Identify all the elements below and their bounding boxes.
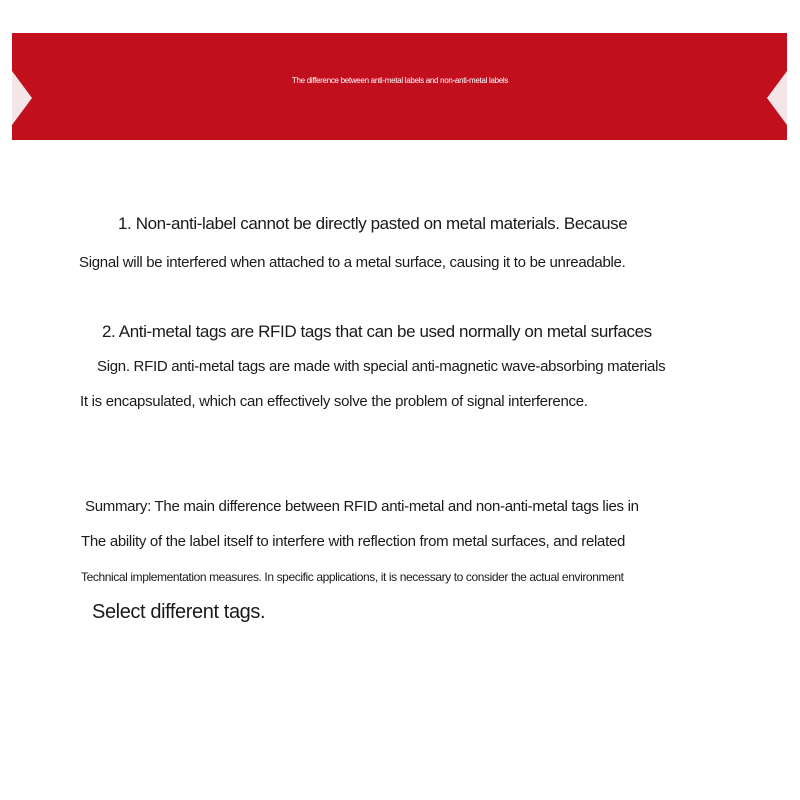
point2-line2: Sign. RFID anti-metal tags are made with special anti-magnetic wave-absorbing materials [97,358,666,375]
summary-line3: Technical implementation measures. In specific applications, it is necessary to consider the actual environment [81,570,624,584]
point1-line1: 1. Non-anti-label cannot be directly pasted on metal materials. Because [118,214,628,233]
summary-line2: The ability of the label itself to interfere with reflection from metal surfaces, and related [81,533,626,550]
summary-line4: Select different tags. [92,601,266,623]
point2-line1: 2. Anti-metal tags are RFID tags that can be used normally on metal surfaces [102,322,652,341]
point2-line3: It is encapsulated, which can effectively solve the problem of signal interference. [80,393,588,410]
summary-line1: Summary: The main difference between RFID anti-metal and non-anti-metal tags lies in [85,498,639,515]
point1-line2: Signal will be interfered when attached to a metal surface, causing it to be unreadable. [79,254,626,271]
page-title: The difference between anti-metal labels and non-anti-metal labels [291,76,509,85]
title-banner [12,33,787,140]
